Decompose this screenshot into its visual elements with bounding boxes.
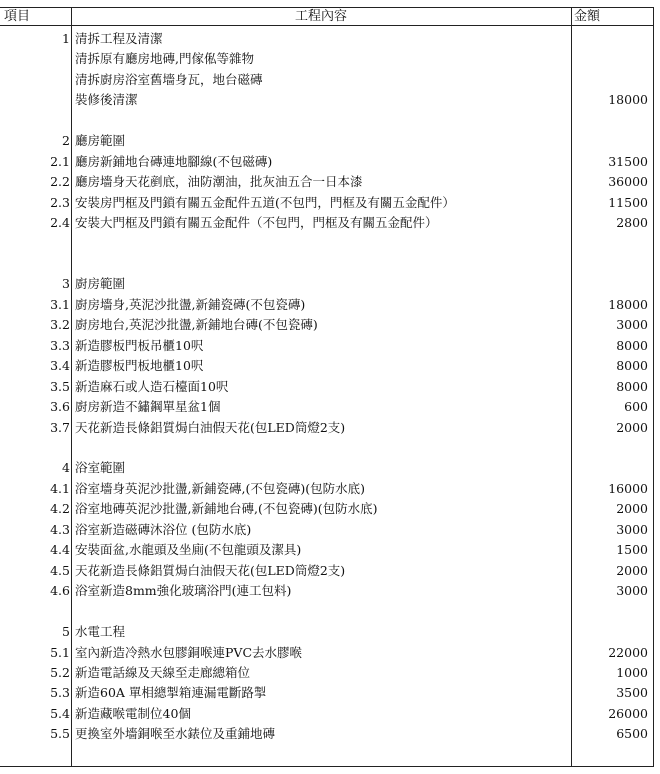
item-number: 2.2	[50, 174, 70, 190]
item-description: 安裝面盆,水龍頭及坐廁(不包龍頭及潔具)	[75, 542, 302, 558]
item-amount: 8000	[616, 358, 648, 374]
item-amount: 11500	[608, 194, 648, 210]
item-number: 4.6	[50, 583, 70, 599]
table-row	[0, 683, 654, 702]
table-row	[0, 397, 654, 416]
item-amount: 6500	[616, 726, 648, 742]
item-amount: 22000	[608, 644, 648, 660]
table-row	[0, 49, 654, 68]
header-content: 工程內容	[294, 9, 347, 24]
table-row	[0, 622, 654, 641]
table-row	[0, 581, 654, 600]
item-description: 裝修後清潔	[75, 92, 138, 108]
table-row	[0, 315, 654, 334]
item-amount: 8000	[616, 337, 648, 353]
item-amount: 3000	[616, 317, 648, 333]
item-amount: 2000	[616, 501, 648, 517]
item-description: 廚房墻身,英泥沙批盪,新鋪瓷磚(不包瓷磚)	[75, 296, 306, 312]
item-amount: 8000	[616, 378, 648, 394]
item-number: 2.3	[50, 194, 70, 210]
table-row	[0, 356, 654, 375]
table-row	[0, 458, 654, 477]
item-description: 新造電話線及天線至走廊總箱位	[75, 664, 251, 680]
item-description: 天花新造長條鋁質焗白油假天花(包LED筒燈2支)	[75, 419, 346, 435]
table-row	[0, 274, 654, 293]
table-row	[0, 172, 654, 191]
item-description: 廚房範圍	[75, 276, 126, 292]
table-row	[0, 377, 654, 396]
item-amount: 18000	[608, 296, 648, 312]
table-row	[0, 663, 654, 682]
item-number: 4.5	[50, 562, 70, 578]
table-row	[0, 724, 654, 743]
item-description: 廳房新鋪地台磚連地腳線(不包磁磚)	[75, 153, 273, 169]
table-row	[0, 254, 654, 273]
item-number: 5.1	[50, 644, 70, 660]
item-number: 3	[62, 276, 70, 292]
table-row	[0, 540, 654, 559]
header-divider	[0, 25, 654, 26]
table-bottom-border	[0, 766, 654, 767]
item-number: 3.2	[50, 317, 70, 333]
item-amount: 1500	[616, 542, 648, 558]
item-amount: 3000	[616, 583, 648, 599]
table-row	[0, 602, 654, 621]
item-amount: 36000	[608, 174, 648, 190]
item-number: 1	[62, 31, 70, 46]
header-item: 項目	[4, 9, 31, 24]
table-row	[0, 295, 654, 314]
table-row	[0, 213, 654, 232]
item-description: 廚房新造不鏽鋼單星盆1個	[75, 399, 221, 415]
item-number: 2.4	[50, 215, 70, 231]
table-row	[0, 438, 654, 457]
item-number: 3.5	[50, 378, 70, 394]
item-number: 3.3	[50, 337, 70, 353]
item-number: 3.4	[50, 358, 70, 374]
table-row	[0, 234, 654, 253]
table-row	[0, 29, 654, 48]
item-description: 新造60A 單相總掣箱連漏電斷路掣	[75, 685, 267, 701]
item-description: 清拆原有廳房地磚,門傢俬等雜物	[75, 51, 254, 67]
item-amount: 1000	[616, 664, 648, 680]
item-number: 3.1	[50, 296, 70, 312]
table-row	[0, 520, 654, 539]
item-number: 5.2	[50, 664, 70, 680]
item-number: 4.4	[50, 542, 70, 558]
item-description: 廚房地台,英泥沙批盪,新鋪地台磚(不包瓷磚)	[75, 317, 318, 333]
item-description: 更換室外墻銅喉至水錶位及重鋪地磚	[75, 726, 276, 742]
item-number: 5.3	[50, 685, 70, 701]
item-amount: 3000	[616, 521, 648, 537]
item-amount: 3500	[616, 685, 648, 701]
item-description: 廳房墻身天花剷底，油防潮油，批灰油五合一日本漆	[75, 174, 363, 190]
item-number: 4.1	[50, 480, 70, 496]
item-description: 清拆工程及清潔	[75, 31, 163, 46]
table-row	[0, 418, 654, 437]
table-row	[0, 152, 654, 171]
item-number: 4	[62, 460, 70, 476]
item-description: 新造藏喉電制位40個	[75, 705, 191, 721]
item-amount: 2000	[616, 562, 648, 578]
item-description: 浴室範圍	[75, 460, 126, 476]
table-row	[0, 479, 654, 498]
item-amount: 2800	[616, 215, 648, 231]
item-description: 天花新造長條鋁質焗白油假天花(包LED筒燈2支)	[75, 562, 346, 578]
item-amount: 2000	[616, 419, 648, 435]
table-row	[0, 704, 654, 723]
item-amount: 16000	[608, 480, 648, 496]
item-description: 新造膠板門板地櫃10呎	[75, 358, 204, 374]
item-number: 2.1	[50, 153, 70, 169]
item-description: 新造膠板門板吊櫃10呎	[75, 337, 204, 353]
item-number: 4.2	[50, 501, 70, 517]
item-amount: 26000	[608, 705, 648, 721]
table-row	[0, 643, 654, 662]
header-amount: 金額	[574, 9, 601, 24]
item-description: 廳房範圍	[75, 133, 126, 149]
item-number: 5	[62, 624, 70, 640]
table-row	[0, 193, 654, 212]
item-description: 浴室新造8mm強化玻璃浴門(連工包料)	[75, 583, 292, 599]
item-number: 5.4	[50, 705, 70, 721]
item-amount: 600	[624, 399, 648, 415]
item-description: 安裝房門框及門鎖有關五金配件五道(不包門，門框及有關五金配件）	[75, 194, 455, 210]
item-description: 新造麻石或人造石檯面10呎	[75, 378, 229, 394]
item-description: 浴室墻身英泥沙批盪,新鋪瓷磚,(不包瓷磚)(包防水底)	[75, 480, 365, 496]
item-amount: 18000	[608, 92, 648, 108]
table-row	[0, 131, 654, 150]
item-description: 室內新造冷熱水包膠銅喉連PVC去水膠喉	[75, 644, 303, 660]
table-row	[0, 90, 654, 109]
item-number: 4.3	[50, 521, 70, 537]
item-number: 5.5	[50, 726, 70, 742]
table-row	[0, 336, 654, 355]
item-description: 浴室新造磁磚沐浴位 (包防水底)	[75, 521, 252, 537]
item-number: 3.6	[50, 399, 70, 415]
table-row	[0, 499, 654, 518]
item-description: 水電工程	[75, 624, 126, 640]
item-description: 安裝大門框及門鎖有關五金配件（不包門，門框及有關五金配件）	[75, 215, 438, 231]
table-row	[0, 561, 654, 580]
item-description: 浴室地磚英泥沙批盪,新鋪地台磚,(不包瓷磚)(包防水底)	[75, 501, 378, 517]
item-number: 2	[62, 133, 70, 149]
table-row	[0, 70, 654, 89]
item-number: 3.7	[50, 419, 70, 435]
item-amount: 31500	[608, 153, 648, 169]
table-row	[0, 111, 654, 130]
item-description: 清拆廚房浴室舊墻身瓦，地台磁磚	[75, 71, 263, 87]
